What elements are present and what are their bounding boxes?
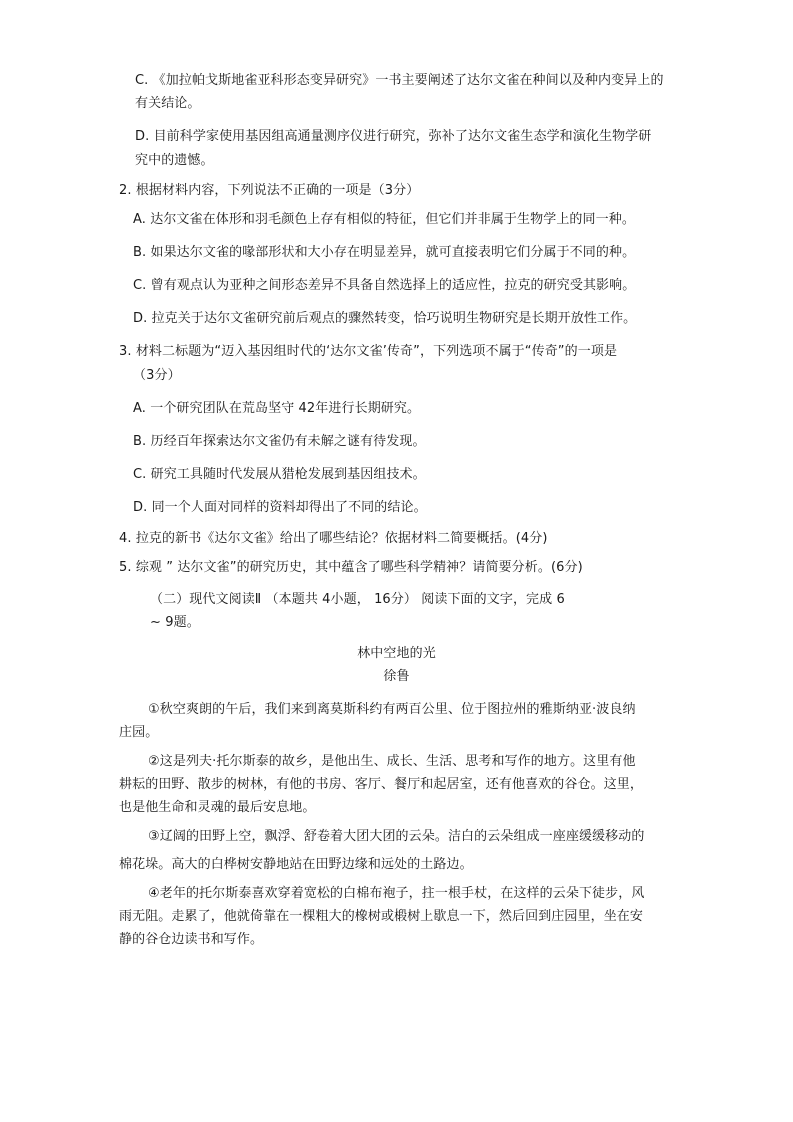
question-3-option-d: D. 同一个人面对同样的资料却得出了不同的结论。 — [133, 500, 427, 515]
article-paragraph-1-line1: ①秋空爽朗的午后，我们来到离莫斯科约有两百公里、位于图拉州的雅斯纳亚·波良纳 — [148, 702, 636, 717]
question-3-option-b: B. 历经百年探索达尔文雀仍有未解之谜有待发现。 — [133, 434, 426, 449]
question-3-stem-line2: （3分） — [133, 368, 181, 383]
q1-option-c-line1: C. 《加拉帕戈斯地雀亚科形态变异研究》一书主要阐述了达尔文雀在种间以及种内变异上的 — [135, 73, 664, 88]
article-paragraph-3-line1: ③辽阔的田野上空，飘浮、舒卷着大团大团的云朵。洁白的云朵组成一座座缓缓移动的 — [148, 829, 645, 844]
q1-option-c-line2: 有关结论。 — [135, 96, 201, 111]
article-paragraph-3-line2: 棉花垛。高大的白桦树安静地站在田野边缘和远处的土路边。 — [119, 857, 473, 872]
question-2-option-d: D. 拉克关于达尔文雀研究前后观点的骤然转变，恰巧说明生物研究是长期开放性工作。 — [133, 311, 637, 326]
article-paragraph-4-line3: 静的谷仓边读书和写作。 — [119, 932, 264, 947]
article-paragraph-4-line2: 雨无阻。走累了，他就倚靠在一棵粗大的橡树或椴树上歇息一下，然后回到庄园里，坐在安 — [119, 909, 644, 924]
article-paragraph-2-line2: 耕耘的田野、散步的树林，有他的书房、客厅、餐厅和起居室，还有他喜欢的谷仓。这里， — [119, 777, 644, 792]
question-2-stem: 2. 根据材料内容，下列说法不正确的一项是（3分） — [119, 183, 420, 198]
section-heading-line2: ~ 9题。 — [150, 615, 200, 630]
article-paragraph-1-line2: 庄园。 — [119, 725, 159, 740]
question-3-option-a: A. 一个研究团队在荒岛坚守 42年进行长期研究。 — [133, 401, 421, 416]
question-2-option-c: C. 曾有观点认为亚种之间形态差异不具备自然选择上的适应性，拉克的研究受其影响。 — [133, 278, 636, 293]
q1-option-d-line2: 究中的遗憾。 — [135, 153, 214, 168]
article-paragraph-4-line1: ④老年的托尔斯泰喜欢穿着宽松的白棉布袍子，拄一根手杖，在这样的云朵下徒步，风 — [148, 886, 645, 901]
question-4: 4. 拉克的新书《达尔文雀》给出了哪些结论？依据材料二简要概括。(4分) — [119, 531, 548, 546]
article-title: 林中空地的光 — [357, 646, 436, 661]
question-5: 5. 综观 ” 达尔文雀”的研究历史，其中蕴含了哪些科学精神？请简要分析。(6分) — [119, 560, 583, 575]
question-2-option-a: A. 达尔文雀在体形和羽毛颜色上存有相似的特征，但它们并非属于生物学上的同一种。 — [133, 212, 635, 227]
section-heading-line1: （二）现代文阅读Ⅱ （本题共 4小题， 16分） 阅读下面的文字，完成 6 — [150, 592, 565, 607]
article-author: 徐鲁 — [383, 669, 410, 684]
question-3-stem-line1: 3. 材料二标题为“迈入基因组时代的‘达尔文雀’传奇”，下列选项不属于“传奇”的一项是 — [119, 344, 618, 359]
question-2-option-b: B. 如果达尔文雀的喙部形状和大小存在明显差异，就可直接表明它们分属于不同的种。 — [133, 245, 636, 260]
q1-option-d-line1: D. 目前科学家使用基因组高通量测序仪进行研究，弥补了达尔文雀生态学和演化生物学研 — [135, 129, 652, 144]
article-paragraph-2-line3: 也是他生命和灵魂的最后安息地。 — [119, 800, 316, 815]
question-3-option-c: C. 研究工具随时代发展从猎枪发展到基因组技术。 — [133, 467, 426, 482]
article-paragraph-2-line1: ②这是列夫·托尔斯泰的故乡，是他出生、成长、生活、思考和写作的地方。这里有他 — [148, 754, 636, 769]
